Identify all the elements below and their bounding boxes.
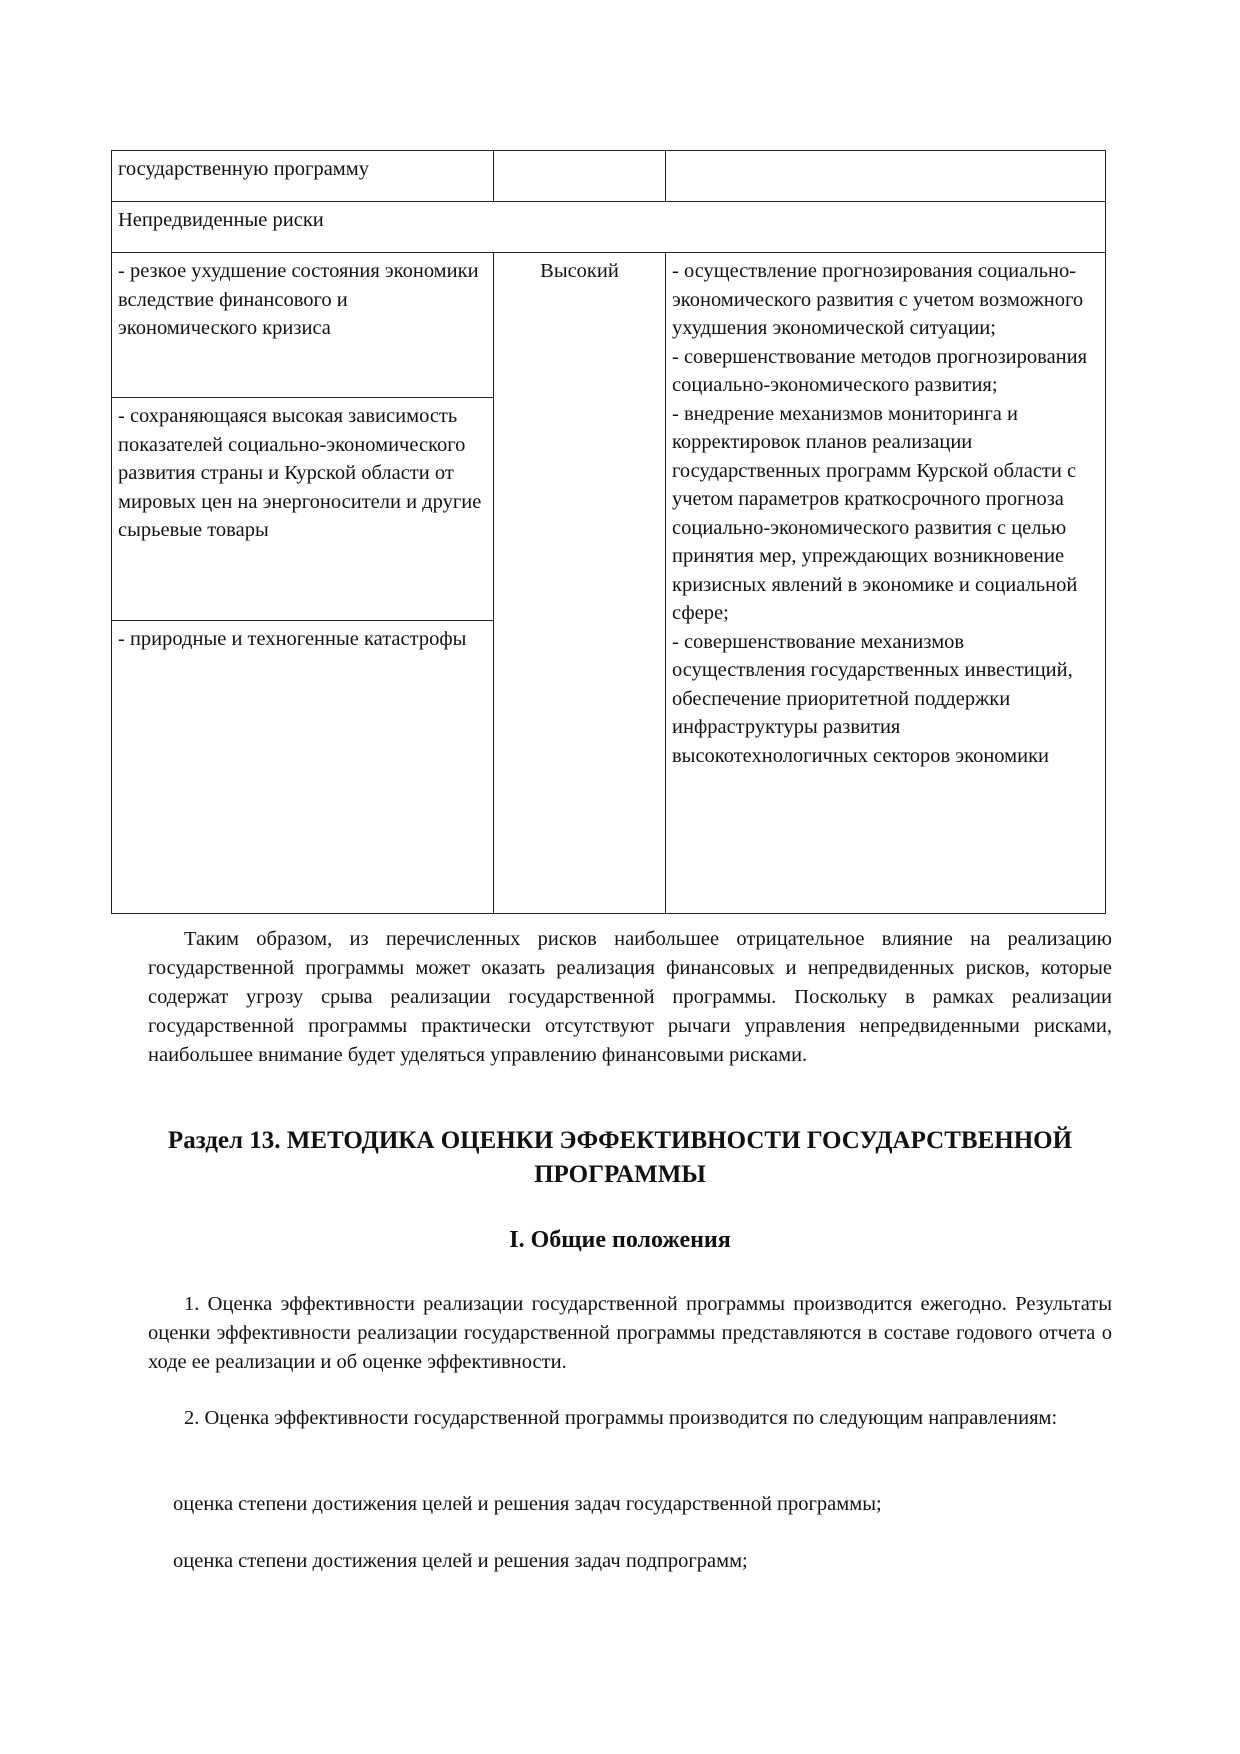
measures-cell bbox=[666, 253, 1106, 914]
measures-cell bbox=[666, 151, 1106, 202]
risk-cell: государственную программу bbox=[112, 151, 494, 202]
measure-item: - совершенствование методов прогнозирования социально-экономического развития; bbox=[672, 345, 1093, 396]
paragraph-1: 1. Оценка эффективности реализации государственной программы производится ежегодно. Результаты оценки эффективности реализации государственной программы представляются в составе годового отчета о ходе ее реализации и об оценке эффективности. bbox=[148, 1293, 1112, 1373]
table-row bbox=[112, 253, 1106, 398]
risk-cell: - резкое ухудшение состояния экономики вследствие финансового и экономического кризиса bbox=[112, 253, 494, 398]
level-cell bbox=[494, 151, 666, 202]
table-category-row bbox=[112, 202, 1106, 253]
risk-cell: - сохраняющаяся высокая зависимость показателей социально-экономического развития страны и Курской области от мировых цен на энергоносители и другие сырьевые товары bbox=[112, 398, 494, 621]
table-row bbox=[112, 151, 1106, 202]
section-title-line: ПРОГРАММЫ bbox=[534, 1161, 706, 1188]
subsection-title: I. Общие положения bbox=[509, 1227, 731, 1253]
risk-level-cell: Высокий bbox=[494, 253, 666, 914]
measure-item: - внедрение механизмов мониторинга и корректировок планов реализации государственных программ Курской области с учетом параметров краткосрочного прогноза социально-экономического развития с целью принятия мер, упреждающих возникновение кризисных явлений в экономике и социальной сфере; bbox=[672, 402, 1083, 624]
conclusion-paragraph: Таким образом, из перечисленных рисков наибольшее отрицательное влияние на реализацию государственной программы может оказать реализация финансовых и непредвиденных рисков, которые содержат угрозу срыва реализации государственной программы. Поскольку в рамках реализации государственной программы практически отсутствуют рычаги управления непредвиденными рисками, наибольшее внимание будет уделяться управлению финансовыми рисками. bbox=[148, 928, 1112, 1066]
measure-item: - осуществление прогнозирования социально-экономического развития с учетом возможного ухудшения экономической ситуации; bbox=[672, 260, 1089, 339]
risk-table bbox=[111, 150, 1106, 914]
risk-cell: - природные и техногенные катастрофы bbox=[112, 621, 494, 914]
measure-item: - совершенствование механизмов осуществления государственных инвестиций, обеспечение приоритетной поддержки инфраструктуры развития высокотехнологичных секторов экономики bbox=[672, 630, 1078, 767]
paragraph-2: 2. Оценка эффективности государственной программы производится по следующим направлениям: bbox=[184, 1407, 1058, 1429]
risk-category-heading: Непредвиденные риски bbox=[112, 202, 1106, 253]
list-item: оценка степени достижения целей и решения задач государственной программы; bbox=[173, 1493, 882, 1515]
section-title-line: Раздел 13. МЕТОДИКА ОЦЕНКИ ЭФФЕКТИВНОСТИ ГОСУДАРСТВЕННОЙ bbox=[167, 1127, 1073, 1154]
section-title bbox=[120, 1124, 1120, 1192]
list-item: оценка степени достижения целей и решения задач подпрограмм; bbox=[173, 1550, 748, 1572]
